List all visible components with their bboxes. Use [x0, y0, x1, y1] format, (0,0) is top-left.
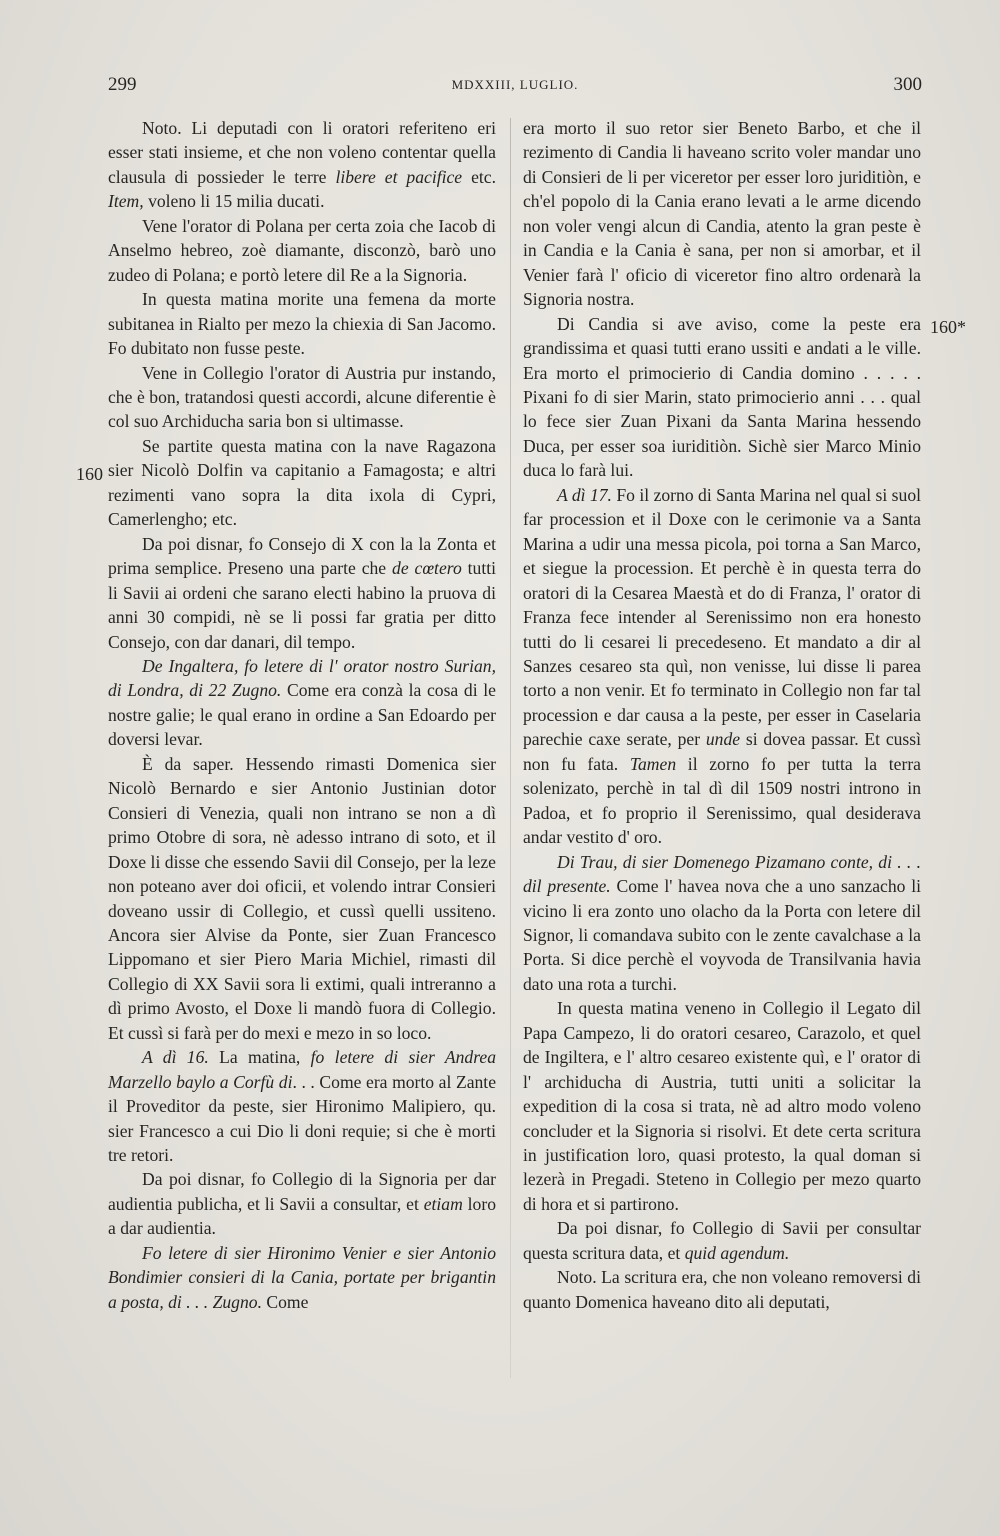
- paragraph: De Ingaltera, fo letere di l' orator nostro Surian, di Londra, di 22 Zugno. Come era conzà la cosa di le nostre galie; le qual erano in ordine a San Edoardo per doversi levar.: [108, 655, 496, 750]
- right-column: [523, 116, 921, 1314]
- paragraph: Di Candia si ave aviso, come la peste era grandissima et quasi tutti erano ussiti e andati a le ville. Era morto el primocierio di Candia domino . . . . . Pixani fo di sier Marin, stato primocierio anni . . . qual lo fece sier Zuan Pixani da Santa Marina hessendo Duca, per esser soa iuriditiòn. Sichè sier Marco Minio duca lo farà lui.: [523, 313, 921, 481]
- left-page-number: 299: [108, 74, 137, 95]
- paragraph: Vene in Collegio l'orator di Austria pur instando, che è bon, tratandosi questi accordi, alcune diferentie è col suo Archiducha saria bon si ultimasse.: [108, 362, 496, 432]
- paragraph: Noto. Li deputadi con li oratori referiteno eri esser stati insieme, et che non voleno contentar quella clausula di possieder le terre libere et pacifice etc. Item, voleno li 15 milia ducati.: [108, 118, 496, 212]
- paragraph: Fo letere di sier Hironimo Venier e sier Antonio Bondimier consieri di la Cania, portate per brigantin a posta, di . . . Zugno. Come: [108, 1242, 496, 1312]
- paragraph: A dì 16. La matina, fo letere di sier Andrea Marzello baylo a Corfù di. . . Come era morto al Zante il Proveditor da peste, sier Hironimo Malipiero, qu. sier Francesco a cui Dio li doni requie; si che è morti tre retori.: [108, 1047, 497, 1166]
- paragraph: Vene l'orator di Polana per certa zoia che Iacob di Anselmo hebreo, zoè diamante, disconzò, barò uno zudeo di Polana; e portò letere dil Re a la Signoria.: [108, 215, 496, 285]
- right-page-number: 300: [893, 74, 922, 95]
- paragraph: In questa matina morite una femena da morte subitanea in Rialto per mezo la chiexia di San Jacomo. Fo dubitato non fusse peste.: [108, 289, 496, 359]
- paragraph: Da poi disnar, fo Consejo di X con la la Zonta et prima semplice. Preseno una parte che de cœtero tutti li Savii ai ordeni che sarano electi habino la pruova di anni 30 compidi, nè se li possi far gratia per ditto Consejo, con dar danari, dil tempo.: [108, 533, 496, 652]
- paragraph: È da saper. Hessendo rimasti Domenica sier Nicolò Bernardo e sier Antonio Justinian dotor Consieri di Venezia, quali non intrano se non a dì primo Otobre di sora, nè adesso intrano di soto, et il Doxe li disse che essendo Savii dil Consejo, per la leze non poteano aver doi oficii, et volendo intrar Consieri doveano ussir di Collegio, et cussì quelli ussiteno. Ancora sier Alvise da Ponte, sier Zuan Francesco Lippomano et sier Piero Maria Michiel, rimasti dil Collegio di XX Savii sora li extimi, quali intreranno a dì primo Avosto, el Doxe li mandò fuora di Collegio. Et cussì si farà per do mexi e mezo in so loco.: [108, 753, 496, 1043]
- left-margin-folio: 160: [76, 464, 103, 484]
- running-header: [108, 74, 922, 98]
- paragraph: In questa matina veneno in Collegio il Legato dil Papa Campezo, li do oratori cesareo, Carazolo, et quel de Ingiltera, e l' altro cesareo existente quì, e l' orator di l' archiducha di Austria, tutti uniti a solicitar la expedition di la cosa si trata, nè ad altro modo voleno concluder et la Signoria si risolvi. Et dete certa scritura in justification loro, quasi protesto, la qual doman si lezerà in Pregadi. Steteno in Collegio per mezo quarto di hora et si partirono.: [523, 998, 921, 1214]
- header-title: MDXXIII, LUGLIO.: [451, 77, 579, 92]
- left-column: [108, 116, 496, 1314]
- paragraph: Noto. La scritura era, che non voleano removersi di quanto Domenica haveano dito ali deputati,: [523, 1267, 921, 1312]
- paragraph: Di Trau, di sier Domenego Pizamano conte, di . . . dil presente. Come l' havea nova che a uno sanzacho li vicino li era zonto uno olacho da la Porta con letere dil Signor, li comandava subito con le zente cavalchase a la Porta. Si dice perchè el voyvoda de Transilvania havia dato una rota a turchi.: [523, 851, 921, 994]
- paragraph: Da poi disnar, fo Collegio di la Signoria per dar audientia publicha, et li Savii a consultar, et etiam loro a dar audientia.: [108, 1169, 496, 1239]
- paragraph: A dì 17. Fo il zorno di Santa Marina nel qual si suol far procession et il Doxe con le cerimonie va a Santa Marina a udir una messa picola, poi torna a San Marco, et siegue la procession. Et perchè è in questa terra do oratori di la Cesarea Maestà et do di Franza, l' orator di Franza fece intender al Serenissimo non era honesto tutti do li cesarei li precedeseno. Et mandato a dir al Sanzes cesareo sta quì, non venisse, lui disse li parea torto a non venir. Et fo terminato in Collegio non far tal procession e dar causa a la peste, per esser in Caselaria parechie caxe serate, per unde si dovea passar. Et cussì non fu fata. Tamen il zorno fo per tutta la terra solenizato, perchè in tal dì dil 1509 nostri introno in Padoa, et fo proprio il Serenissimo, qual desiderava andar vestito d' oro.: [523, 484, 922, 848]
- right-margin-folio: 160*: [930, 317, 966, 337]
- paragraph: Da poi disnar, fo Collegio di Savii per consultar questa scritura data, et quid agendum.: [523, 1218, 921, 1263]
- column-divider: [510, 118, 511, 1378]
- paragraph: era morto il suo retor sier Beneto Barbo, et che il rezimento di Candia li haveano scrito voler mandar uno di Consieri de li per viceretor per esser loro juriditiòn, e ch'el popolo di la Cania erano levati a le arme dicendo non voler vengi alcun di Candia, atento la gran peste è in Candia e la Cania è sana, per non si amorbar, et il Venier farà l' oficio di viceretor fino altro ordenarà la Signoria nostra.: [523, 118, 921, 310]
- paragraph: Se partite questa matina con la nave Ragazona sier Nicolò Dolfin va capitanio a Famagosta; e altri rezimenti vano sopra la dita ixola di Cypri, Camerlengho; etc.: [108, 435, 496, 530]
